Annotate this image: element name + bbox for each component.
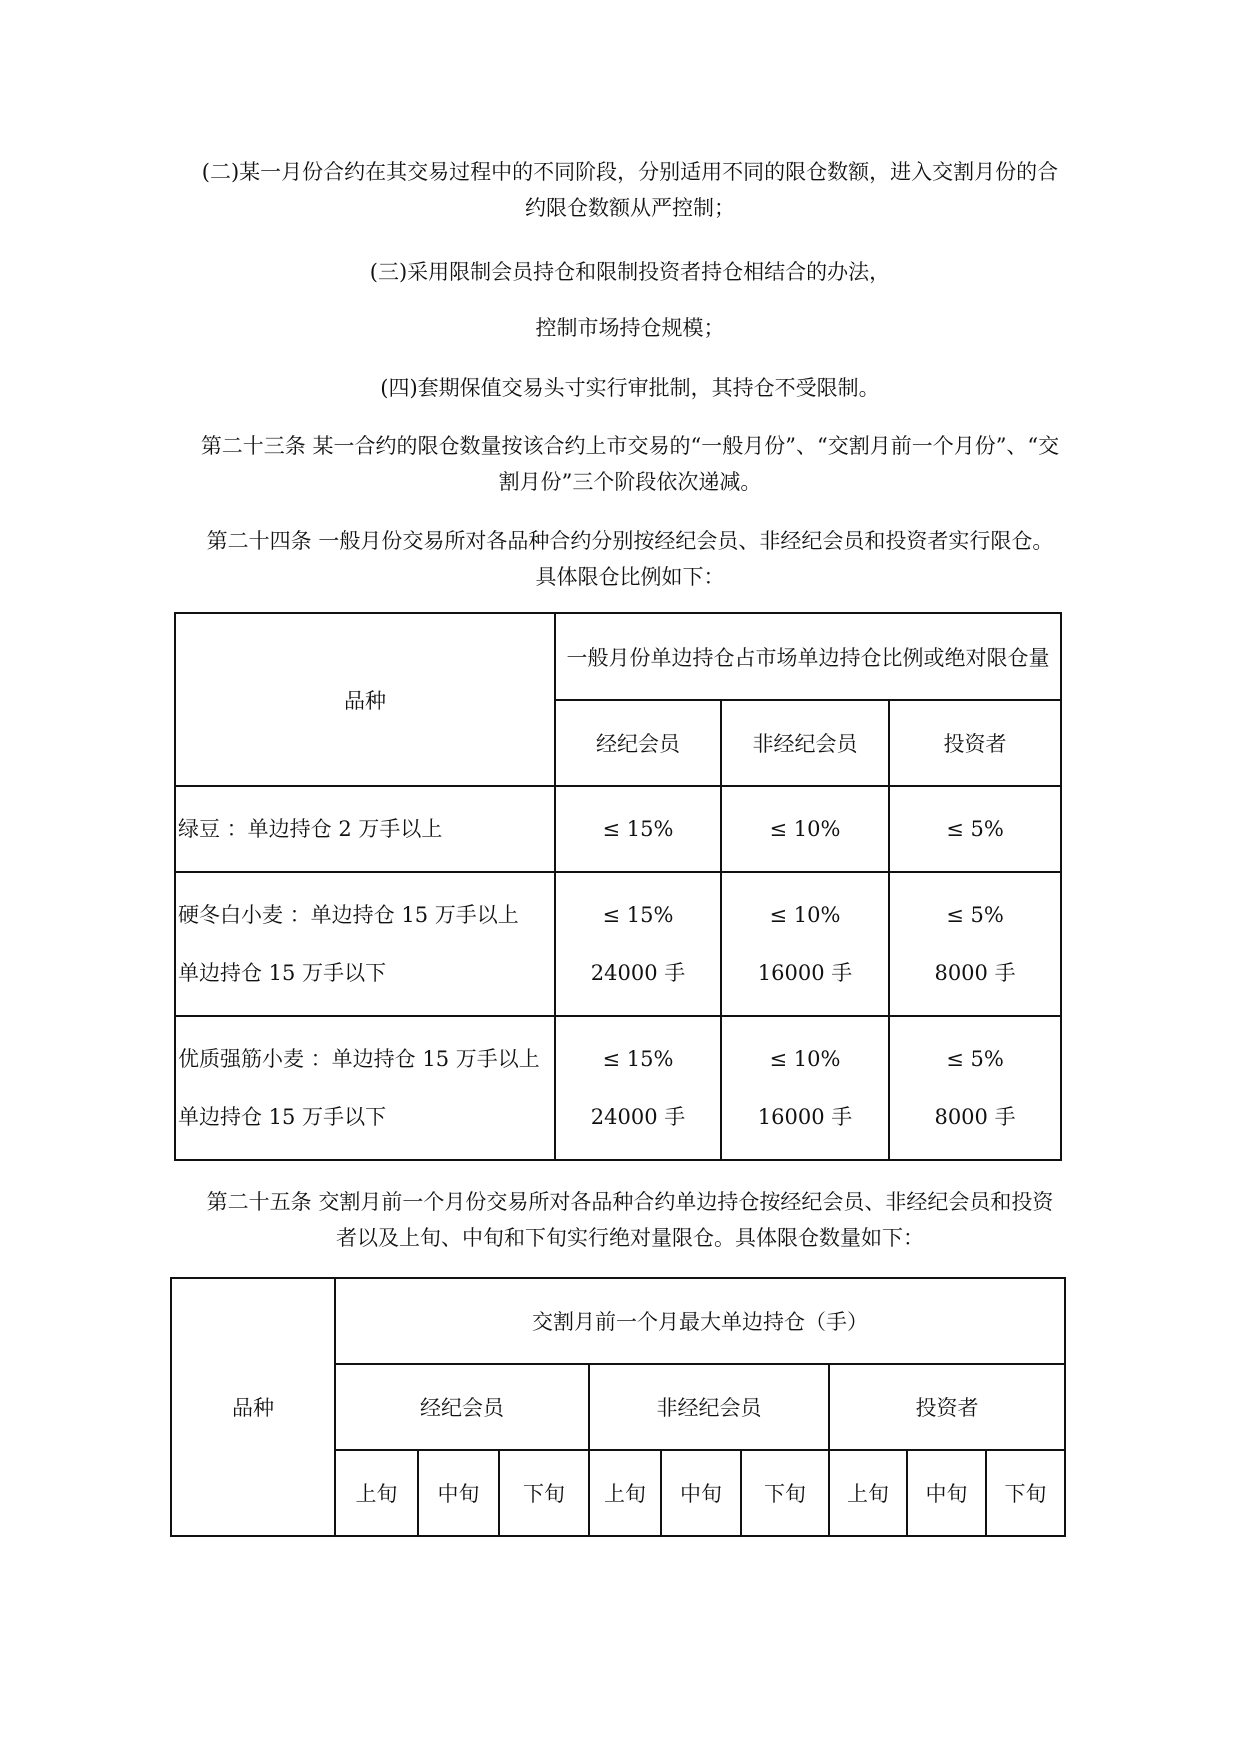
column-header-investor: 投资者	[889, 700, 1061, 786]
column-header-broker-member: 经纪会员	[555, 700, 721, 786]
value-line: ≤ 15%	[602, 817, 674, 841]
table-row	[175, 786, 1061, 872]
value-cell	[721, 1016, 889, 1160]
variety-cell	[175, 1016, 555, 1160]
value-cell	[555, 872, 721, 1016]
value-line: ≤ 10%	[769, 903, 841, 927]
value-line: 16000 手	[757, 961, 853, 985]
value-line: ≤ 5%	[946, 1047, 1004, 1071]
period-header: 上旬	[829, 1450, 907, 1536]
paragraph-item-3-cont: 控制市场持仓规模；	[535, 316, 725, 340]
value-line: 16000 手	[757, 1105, 853, 1129]
period-header: 上旬	[589, 1450, 661, 1536]
variety-cell	[175, 872, 555, 1016]
value-cell	[555, 786, 721, 872]
article-23: 第二十三条 某一合约的限仓数量按该合约上市交易的“一般月份”、“交割月前一个月份”、“交割月份”三个阶段依次递减。	[200, 434, 1060, 494]
variety-line: 单边持仓 15 万手以下	[178, 961, 387, 985]
paragraph-item-2: (二)某一月份合约在其交易过程中的不同阶段，分别适用不同的限仓数额，进入交割月份的合约限仓数额从严控制；	[201, 160, 1059, 220]
value-line: 24000 手	[590, 1105, 686, 1129]
table-row	[175, 872, 1061, 1016]
variety-header: 品种	[171, 1278, 335, 1536]
group-header-broker-member: 经纪会员	[335, 1364, 589, 1450]
column-header-non-broker-member: 非经纪会员	[721, 700, 889, 786]
period-header: 中旬	[661, 1450, 741, 1536]
variety-cell	[175, 786, 555, 872]
position-limit-table-pre-delivery-month	[170, 1277, 1066, 1537]
period-header: 下旬	[741, 1450, 829, 1536]
variety-line: 绿豆 ：单边持仓 2 万手以上	[178, 817, 443, 841]
value-cell	[889, 786, 1061, 872]
table-row	[175, 1016, 1061, 1160]
period-header: 上旬	[335, 1450, 418, 1536]
value-cell	[721, 872, 889, 1016]
paragraph-item-4: (四)套期保值交易头寸实行审批制，其持仓不受限制。	[380, 376, 880, 400]
article-24: 第二十四条 一般月份交易所对各品种合约分别按经纪会员、非经纪会员和投资者实行限仓。具体限仓比例如下：	[206, 529, 1054, 589]
value-line: ≤ 15%	[602, 903, 674, 927]
period-header: 中旬	[418, 1450, 499, 1536]
value-cell	[889, 1016, 1061, 1160]
value-line: ≤ 15%	[602, 1047, 674, 1071]
value-cell	[555, 1016, 721, 1160]
value-line: ≤ 10%	[769, 817, 841, 841]
variety-line: 硬冬白小麦 ：单边持仓 15 万手以上	[178, 903, 519, 927]
group-header-investor: 投资者	[829, 1364, 1065, 1450]
value-cell	[889, 872, 1061, 1016]
article-25: 第二十五条 交割月前一个月份交易所对各品种合约单边持仓按经纪会员、非经纪会员和投资者以及上旬、中旬和下旬实行绝对量限仓。具体限仓数量如下：	[206, 1190, 1054, 1250]
value-line: 8000 手	[934, 1105, 1016, 1129]
value-cell	[721, 786, 889, 872]
variety-line: 优质强筋小麦 ：单边持仓 15 万手以上	[178, 1047, 540, 1071]
period-header: 中旬	[907, 1450, 986, 1536]
period-header: 下旬	[499, 1450, 589, 1536]
general-month-limit-header: 一般月份单边持仓占市场单边持仓比例或绝对限仓量	[555, 613, 1061, 700]
period-header: 下旬	[986, 1450, 1065, 1536]
position-limit-table-general-month	[174, 612, 1062, 1161]
value-line: 8000 手	[934, 961, 1016, 985]
variety-line: 单边持仓 15 万手以下	[178, 1105, 387, 1129]
paragraph-item-3: (三)采用限制会员持仓和限制投资者持仓相结合的办法，	[369, 260, 891, 284]
value-line: 24000 手	[590, 961, 686, 985]
variety-header: 品种	[175, 613, 555, 786]
pre-delivery-limit-header: 交割月前一个月最大单边持仓（手）	[335, 1278, 1065, 1364]
group-header-non-broker-member: 非经纪会员	[589, 1364, 829, 1450]
value-line: ≤ 5%	[946, 903, 1004, 927]
value-line: ≤ 5%	[946, 817, 1004, 841]
value-line: ≤ 10%	[769, 1047, 841, 1071]
